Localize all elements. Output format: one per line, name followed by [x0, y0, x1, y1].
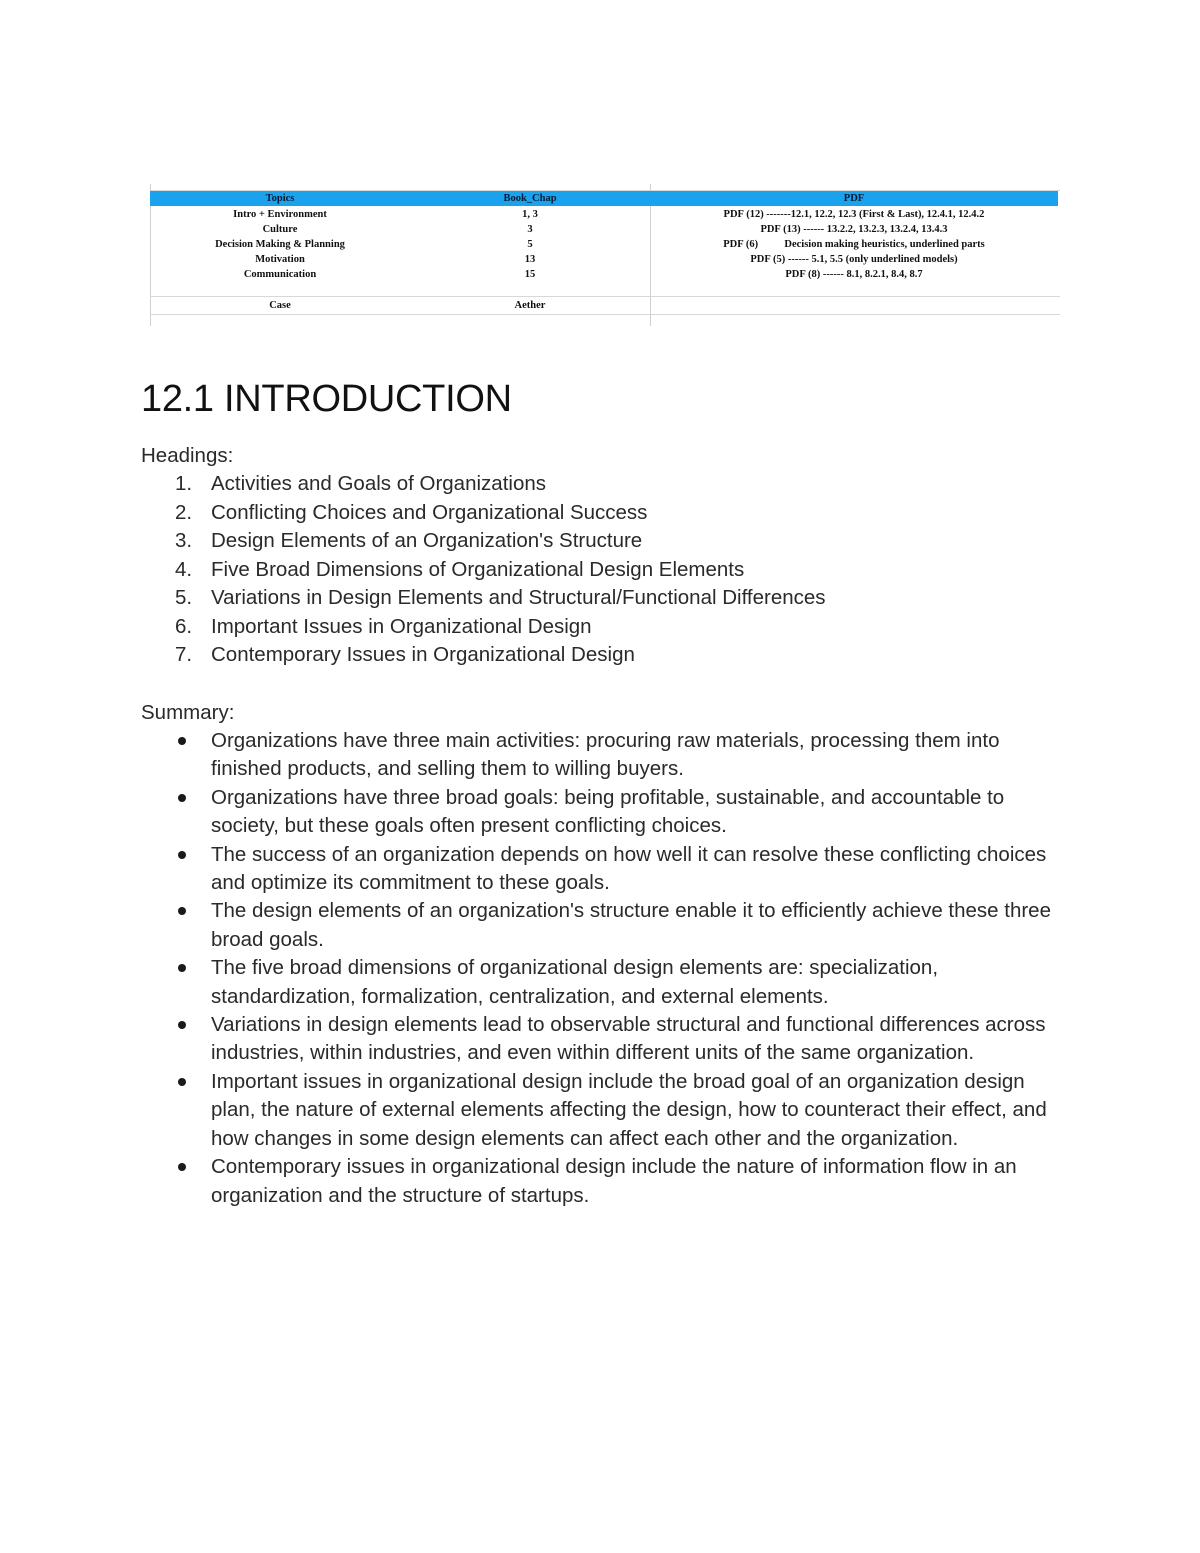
- table-cell: Communication: [243, 269, 317, 280]
- table-row: [150, 237, 1060, 252]
- table-cell: [650, 298, 1058, 313]
- headings-label: Headings:: [141, 444, 234, 467]
- list-item: [141, 897, 1071, 954]
- summary-text: The five broad dimensions of organizational design elements are: specialization, standardization, formalization, centralization, and external elements.: [211, 956, 939, 1008]
- table-header-row: [150, 191, 1058, 206]
- list-item: [141, 954, 1071, 1011]
- table-cell: Motivation: [255, 254, 305, 265]
- table-cell: PDF (5) ------ 5.1, 5.5 (only underlined models): [750, 254, 958, 265]
- table-cell: Decision Making & Planning: [215, 239, 345, 250]
- list-number: 6.: [175, 614, 193, 638]
- table-row: [150, 252, 1060, 267]
- summary-text: Organizations have three broad goals: being profitable, sustainable, and accountable to society, but these goals often present conflicting choices.: [211, 785, 1005, 838]
- table-header-cell: PDF: [843, 193, 865, 204]
- list-item: [141, 1068, 1071, 1153]
- list-item: [141, 1011, 1071, 1068]
- bullet-icon: [178, 794, 186, 802]
- list-item: [141, 841, 1071, 898]
- bullet-icon: [178, 907, 186, 915]
- bullet-icon: [178, 851, 186, 859]
- table-cell: 5: [527, 239, 533, 250]
- list-item: [141, 470, 1071, 499]
- table-cell: 15: [524, 269, 536, 280]
- table-cell: PDF (6) Decision making heuristics, underlined parts: [723, 239, 985, 250]
- list-item: [141, 584, 1071, 613]
- heading-text: Design Elements of an Organization's Structure: [211, 529, 643, 552]
- list-item: [141, 1153, 1071, 1210]
- headings-list: [141, 470, 1071, 670]
- list-number: 3.: [175, 529, 193, 552]
- bullet-icon: [178, 1021, 186, 1029]
- bullet-icon: [178, 737, 186, 745]
- table-cell: Intro + Environment: [233, 209, 327, 220]
- list-item: [141, 556, 1071, 585]
- summary-text: The design elements of an organization's structure enable it to efficiently achieve these three broad goals.: [211, 899, 1051, 951]
- section-title: 12.1 INTRODUCTION: [141, 378, 512, 420]
- heading-text: Activities and Goals of Organizations: [211, 472, 546, 495]
- table-cell: PDF (8) ------ 8.1, 8.2.1, 8.4, 8.7: [785, 269, 923, 280]
- list-item: [141, 527, 1071, 556]
- summary-label: Summary:: [141, 701, 235, 724]
- table-row: [150, 267, 1060, 282]
- table-cell: 13: [524, 254, 536, 265]
- list-item: [141, 499, 1071, 528]
- summary-text: The success of an organization depends on how well it can resolve these conflicting choices and optimize its commitment to these goals.: [211, 842, 1047, 895]
- heading-text: Variations in Design Elements and Structural/Functional Differences: [211, 586, 826, 609]
- table-cell: 1, 3: [522, 209, 538, 220]
- list-number: 1.: [175, 472, 193, 495]
- table-row: [150, 298, 1060, 313]
- table-header-cell: Topics: [265, 193, 295, 204]
- table-cell: PDF (13) ------ 13.2.2, 13.2.3, 13.2.4, 13.4.3: [760, 224, 948, 235]
- table-cell: PDF (12) -------12.1, 12.2, 12.3 (First & Last), 12.4.1, 12.4.2: [723, 209, 985, 220]
- table-cell: Case: [269, 300, 291, 311]
- summary-text: Contemporary issues in organizational design include the nature of information flow in an organization and the structure of startups.: [211, 1155, 1017, 1207]
- list-number: 7.: [175, 643, 193, 666]
- table-grid-line: [150, 314, 1060, 315]
- heading-text: Important Issues in Organizational Design: [211, 614, 592, 638]
- table-cell: 3: [527, 224, 533, 235]
- bullet-icon: [178, 964, 186, 972]
- list-number: 4.: [175, 557, 193, 581]
- heading-text: Five Broad Dimensions of Organizational Design Elements: [211, 557, 745, 581]
- summary-list: [141, 727, 1071, 1210]
- bullet-icon: [178, 1078, 186, 1086]
- summary-text: Organizations have three main activities: procuring raw materials, processing them into finished products, and selling them to willing buyers.: [211, 729, 1000, 781]
- table-cell: Aether: [514, 300, 546, 311]
- table-header-cell: Book_Chap: [503, 193, 557, 204]
- bullet-icon: [178, 1163, 186, 1171]
- heading-text: Conflicting Choices and Organizational Success: [211, 500, 648, 524]
- table-cell: Culture: [262, 224, 298, 235]
- heading-text: Contemporary Issues in Organizational Design: [211, 643, 635, 666]
- table-grid-line: [150, 296, 1060, 297]
- list-item: [141, 613, 1071, 642]
- list-item: [141, 727, 1071, 784]
- table-row: [150, 207, 1060, 222]
- list-number: 2.: [175, 500, 193, 524]
- summary-text: Important issues in organizational design include the broad goal of an organization design plan, the nature of external elements affecting the design, how to counteract their effect, and how changes in some design elements can affect each other and the organization.: [211, 1069, 1047, 1150]
- schedule-table: [150, 184, 1060, 326]
- summary-text: Variations in design elements lead to observable structural and functional differences across industries, within industries, and even within different units of the same organization.: [211, 1013, 1046, 1065]
- list-item: [141, 641, 1071, 670]
- list-item: [141, 784, 1071, 841]
- table-row: [150, 222, 1060, 237]
- list-number: 5.: [175, 586, 193, 609]
